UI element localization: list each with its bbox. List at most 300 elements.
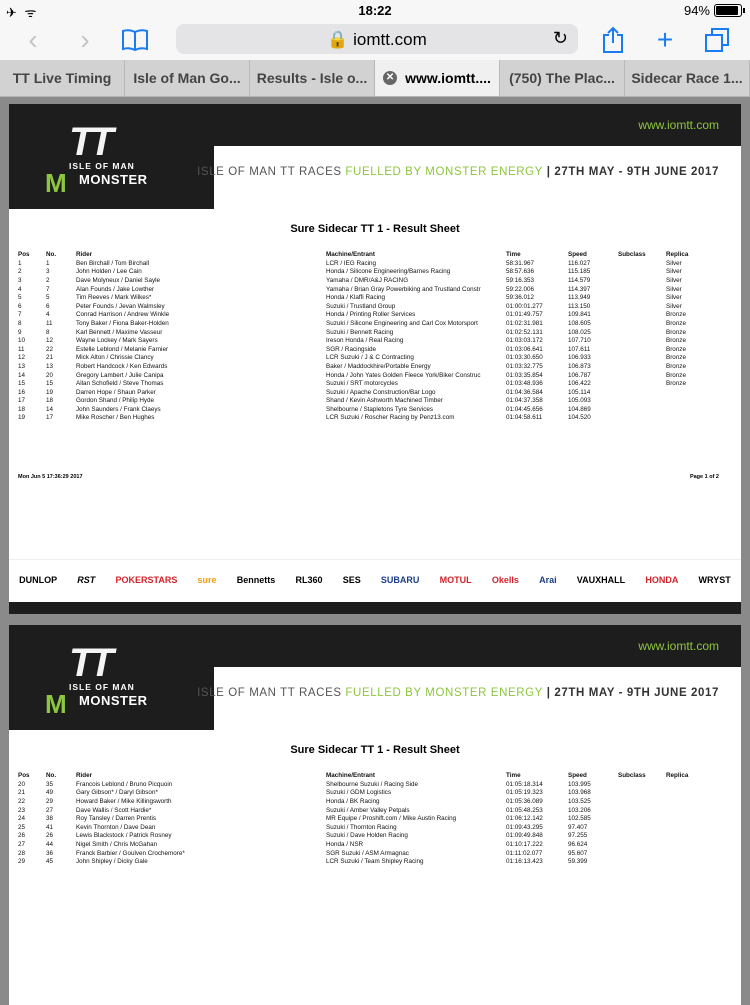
cell-machine: LCR / IEG Racing [326,259,377,267]
cell-subclass [618,268,666,277]
sponsor-honda: HONDA [645,575,679,585]
cell-machine: SGR Suzuki / ASM Armagnac [326,849,409,857]
cell-speed: 114.397 [568,285,591,293]
sheet-title: Sure Sidecar TT 1 - Result Sheet [290,223,460,235]
cell-time: 01:04:37.358 [506,397,543,405]
cell-time: 01:03:35.854 [506,371,543,379]
cell-time: 58:31.967 [506,259,535,267]
cell-pos: 12 [18,354,26,362]
cell-time: 01:02:52.131 [506,328,543,336]
sponsor-rst: RST [77,575,96,585]
cell-replica [666,397,706,406]
cell-replica: Silver [666,259,682,267]
cell-replica: Silver [666,276,682,284]
page-header [9,104,741,209]
cell-machine: Suzuki / SRT motorcycles [326,380,398,388]
table-row [18,293,706,302]
cell-pos: 24 [18,815,26,823]
cell-time: 01:03:06.641 [506,345,543,353]
cell-subclass [618,405,666,414]
cell-no: 35 [46,780,54,788]
col-header-replica: Replica [666,772,689,779]
cell-rider: Gordon Shand / Philip Hyde [76,397,155,405]
cell-speed: 106.422 [568,380,591,388]
table-row [18,285,706,294]
cell-speed: 105.114 [568,388,591,396]
cell-speed: 97.255 [568,832,588,840]
cell-replica: Silver [666,285,682,293]
tab-iomtt-active[interactable] [375,60,500,96]
cell-speed: 108.605 [568,319,591,327]
new-tab-icon[interactable]: + [656,24,674,55]
cell-no: 21 [46,354,54,362]
cell-subclass [618,354,666,363]
cell-rider: Dave Molyneux / Daniel Sayle [76,276,160,284]
cell-machine: Suzuki / Apache Construction/Bar Logo [326,388,436,396]
browser-toolbar [0,22,750,60]
cell-time: 01:05:18.314 [506,780,543,788]
cell-speed: 59.399 [568,858,588,866]
cell-machine: LCR Suzuki / J & C Contracting [326,354,414,362]
cell-replica [666,857,706,866]
cell-subclass [618,780,666,789]
cell-subclass [618,345,666,354]
bookmarks-icon[interactable] [118,24,152,56]
cell-subclass [618,840,666,849]
cell-speed: 107.611 [568,345,591,353]
cell-no: 29 [46,797,54,805]
cell-time: 01:06:12.142 [506,815,543,823]
cell-rider: Gregory Lambert / Julie Canipa [76,371,164,379]
cell-rider: Robert Handcock / Ken Edwards [76,362,168,370]
table-header-row [18,771,706,780]
cell-rider: Tim Reeves / Mark Wilkes* [76,294,152,302]
cell-rider: Darren Hope / Shaun Parker [76,388,156,396]
cell-machine: MR Equipe / Proshift.com / Mike Austin Racing [326,815,457,823]
address-url: 🔒 iomtt.com [327,30,427,49]
cell-time: 01:05:19.323 [506,789,543,797]
cell-time: 01:02:31.981 [506,319,543,327]
cell-speed: 95.607 [568,849,588,857]
cell-pos: 13 [18,362,26,370]
tt-logo: TT ISLE OF MAN M MONSTER [45,641,148,719]
cell-replica [666,789,706,798]
cell-rider: Alan Founds / Jake Lowther [76,285,155,293]
battery-indicator [684,3,742,18]
cell-subclass [618,806,666,815]
table-header-row [18,250,706,259]
cell-no: 36 [46,849,54,857]
cell-time: 01:11:02.077 [506,849,543,857]
cell-subclass [618,328,666,337]
cell-pos: 15 [18,380,26,388]
cell-speed: 106.933 [568,354,591,362]
cell-subclass [618,388,666,397]
cell-pos: 22 [18,797,26,805]
sponsor-dunlop: DUNLOP [19,575,58,585]
table-row [18,336,706,345]
cell-rider: Allan Schofield / Steve Thomas [76,380,164,388]
cell-no: 44 [46,840,54,848]
cell-subclass [618,259,666,268]
cell-rider: Conrad Harrison / Andrew Winkle [76,311,170,319]
sponsor-ses: SES [342,575,361,585]
col-header-time: Time [506,772,521,779]
sponsor-bennetts: Bennetts [236,575,276,585]
tab-tt-live-timing[interactable]: TT Live Timing [0,60,125,96]
print-date: Mon Jun 5 17:36:29 2017 [18,474,83,480]
tab-sidecar-race[interactable]: Sidecar Race 1... [625,60,750,96]
cell-no: 7 [46,285,50,293]
table-row [18,388,706,397]
col-header-pos: Pos [18,251,30,258]
cell-subclass [618,276,666,285]
cell-no: 14 [46,405,54,413]
sponsor-sure: sure [197,575,217,585]
cell-speed: 96.624 [568,840,588,848]
cell-speed: 103.525 [568,797,591,805]
sponsor-okells: Okells [491,575,519,585]
cell-pos: 2 [18,268,22,276]
cell-pos: 25 [18,823,26,831]
cell-subclass [618,789,666,798]
result-page-1 [9,104,741,614]
cell-pos: 11 [18,345,25,353]
cell-no: 27 [46,806,54,814]
cell-no: 15 [46,380,54,388]
cell-machine: Honda / Printing Roller Services [326,311,416,319]
cell-pos: 10 [18,337,26,345]
cell-time: 58:57.636 [506,268,535,276]
table-row [18,345,706,354]
col-header-rider: Rider [76,772,93,779]
cell-speed: 113.949 [568,294,591,302]
cell-replica: Bronze [666,311,686,319]
cell-replica [666,840,706,849]
cell-time: 01:05:36.089 [506,797,543,805]
cell-machine: SGR / Racingside [326,345,377,353]
status-bar [0,0,750,22]
cell-rider: Peter Founds / Jevan Walmsley [76,302,165,310]
table-row [18,302,706,311]
cell-subclass [618,311,666,320]
cell-pos: 20 [18,780,26,788]
tab-results[interactable]: Results - Isle o... [250,60,375,96]
cell-time: 59:36.012 [506,294,535,302]
cell-machine: Honda / NSR [326,840,364,848]
cell-no: 13 [46,362,54,370]
cell-subclass [618,379,666,388]
cell-no: 3 [46,268,50,276]
cell-speed: 106.787 [568,371,591,379]
cell-rider: Roy Tansley / Darren Prentis [76,815,157,823]
page-header [9,625,741,730]
cell-speed: 115.185 [568,268,591,276]
cell-no: 8 [46,328,50,336]
table-row [18,780,706,789]
tabs-overview-icon[interactable] [700,24,734,56]
airplane-wifi-icon: ✈ ᯤ [6,5,39,20]
cell-no: 11 [46,319,53,327]
forward-icon[interactable]: › [80,24,90,55]
cell-no: 2 [46,276,50,284]
cell-speed: 105.093 [568,397,591,405]
cell-speed: 109.841 [568,311,591,319]
cell-pos: 14 [18,371,26,379]
tab-iomtt-label: www.iomtt.... [405,70,491,86]
sponsor-bar [9,559,741,600]
cell-rider: John Shipley / Dicky Gale [76,858,148,866]
cell-machine: Suzuki / Amber Valley Petpals [326,806,410,814]
cell-speed: 102.585 [568,815,591,823]
sponsor-pokerstars: POKERSTARS [115,575,178,585]
cell-time: 01:03:30.650 [506,354,543,362]
table-row [18,814,706,823]
cell-pos: 4 [18,285,22,293]
cell-pos: 27 [18,840,26,848]
cell-rider: John Holden / Lee Cain [76,268,142,276]
cell-no: 38 [46,815,54,823]
cell-pos: 21 [18,789,26,797]
cell-no: 18 [46,397,54,405]
table-row [18,371,706,380]
cell-time: 01:03:03.172 [506,337,543,345]
cell-time: 59:22.006 [506,285,535,293]
cell-time: 01:03:32.775 [506,362,543,370]
cell-machine: Shelbourne Suzuki / Racing Side [326,780,419,788]
col-header-rider: Rider [76,251,93,258]
site-url[interactable]: www.iomtt.com [638,118,719,132]
cell-pos: 26 [18,832,26,840]
tab-the-place[interactable]: (750) The Plac... [500,60,625,96]
cell-rider: Wayne Lockey / Mark Sayers [76,337,158,345]
cell-replica: Bronze [666,380,686,388]
cell-rider: Franck Barbier / Goulven Crochemore* [76,849,185,857]
cell-subclass [618,397,666,406]
page-footer-bar [9,602,741,614]
cell-pos: 1 [18,259,22,267]
cell-no: 1 [46,259,50,267]
table-row [18,797,706,806]
cell-time: 01:00:01.277 [506,302,543,310]
back-icon[interactable]: ‹ [28,24,38,55]
status-time: 18:22 [358,3,392,18]
cell-rider: John Saunders / Frank Claeys [76,405,161,413]
cell-rider: Francois Leblond / Bruno Picquoin [76,780,173,788]
cell-subclass [618,823,666,832]
cell-subclass [618,293,666,302]
table-row [18,311,706,320]
cell-rider: Dave Wallis / Scott Hardie* [76,806,152,814]
cell-machine: Honda / John Yates Golden Fleece York/Biker Construc [326,371,481,379]
cell-pos: 19 [18,414,26,422]
cell-machine: Shand / Kevin Ashworth Machined Timber [326,397,443,405]
cell-machine: Ireson Honda / Real Racing [326,337,404,345]
cell-time: 01:03:48.936 [506,380,543,388]
cell-speed: 113.150 [568,302,591,310]
cell-time: 01:05:48.253 [506,806,543,814]
cell-time: 59:16.353 [506,276,535,284]
cell-speed: 108.025 [568,328,591,336]
table-row [18,268,706,277]
table-row [18,259,706,268]
address-bar[interactable] [176,24,578,54]
cell-time: 01:10:17.222 [506,840,543,848]
cell-no: 4 [46,311,50,319]
cell-rider: Ben Birchall / Tom Birchall [76,259,150,267]
col-header-time: Time [506,251,521,258]
cell-machine: Suzuki / Thornton Racing [326,823,397,831]
cell-replica: Bronze [666,371,686,379]
table-row [18,832,706,841]
cell-speed: 104.869 [568,405,591,413]
sheet-title: Sure Sidecar TT 1 - Result Sheet [290,744,460,756]
col-header-speed: Speed [568,251,587,258]
cell-rider: Howard Baker / Mike Killingsworth [76,797,172,805]
cell-pos: 6 [18,302,22,310]
cell-pos: 28 [18,849,26,857]
cell-machine: Suzuki / Trustland Group [326,302,396,310]
cell-machine: Suzuki / Bennett Racing [326,328,394,336]
cell-pos: 17 [18,397,26,405]
sponsor-vauxhall: VAUXHALL [576,575,626,585]
cell-pos: 9 [18,328,22,336]
col-header-subclass: Subclass [618,772,646,779]
cell-subclass [618,849,666,858]
site-url[interactable]: www.iomtt.com [638,639,719,653]
cell-machine: Suzuki / Dave Holden Racing [326,832,408,840]
cell-replica [666,388,706,397]
table-row [18,319,706,328]
table-row [18,379,706,388]
cell-no: 41 [46,823,54,831]
table-row [18,397,706,406]
cell-replica [666,405,706,414]
sponsor-rl360: RL360 [295,575,323,585]
cell-no: 45 [46,858,54,866]
cell-subclass [618,302,666,311]
cell-replica: Silver [666,294,682,302]
cell-rider: Mike Roscher / Ben Hughes [76,414,155,422]
cell-speed: 114.579 [568,276,591,284]
cell-subclass [618,285,666,294]
cell-machine: Honda / Silicone Engineering/Barnes Racing [326,268,451,276]
cell-speed: 103.206 [568,806,591,814]
cell-no: 5 [46,294,50,302]
cell-no: 20 [46,371,54,379]
cell-replica [666,797,706,806]
result-page-2 [9,625,741,1005]
cell-replica [666,414,706,423]
cell-replica: Silver [666,268,682,276]
page-number: Page 1 of 2 [689,474,719,480]
tab-isle-of-man-gov[interactable]: Isle of Man Go... [125,60,250,96]
cell-replica: Silver [666,302,682,310]
cell-pos: 7 [18,311,22,319]
battery-icon [714,4,742,17]
cell-replica [666,823,706,832]
tt-logo: TT ISLE OF MAN M MONSTER [45,120,148,198]
cell-subclass [618,371,666,380]
cell-time: 01:09:43.295 [506,823,543,831]
cell-replica [666,780,706,789]
cell-replica [666,806,706,815]
cell-subclass [618,857,666,866]
table-row [18,276,706,285]
cell-pos: 3 [18,276,22,284]
cell-pos: 8 [18,319,22,327]
cell-no: 19 [46,388,54,396]
sponsor-subaru: SUBARU [380,575,420,585]
cell-replica: Bronze [666,362,686,370]
cell-speed: 103.995 [568,780,591,788]
cell-rider: Gary Gibson* / Daryl Gibson* [76,789,158,797]
col-header-no: No. [46,251,57,258]
table-row [18,806,706,815]
close-tab-icon[interactable]: ✕ [383,71,397,85]
col-header-replica: Replica [666,251,689,258]
cell-no: 6 [46,302,50,310]
cell-machine: LCR Suzuki / Roscher Racing by Penz13.com [326,414,455,422]
cell-pos: 23 [18,806,26,814]
col-header-no: No. [46,772,57,779]
tagline: ISLE OF MAN TT RACES FUELLED BY MONSTER ENERGY | 27TH MAY - 9TH JUNE 2017 [197,687,719,699]
cell-subclass [618,414,666,423]
battery-percent: 94% [683,3,710,18]
cell-rider: Nigel Smith / Chris McGahan [76,840,158,848]
cell-pos: 29 [18,858,26,866]
cell-no: 22 [46,345,54,353]
cell-replica [666,814,706,823]
table-row [18,362,706,371]
table-row [18,789,706,798]
cell-no: 49 [46,789,54,797]
cell-speed: 106.873 [568,362,591,370]
table-row [18,414,706,423]
cell-replica: Bronze [666,319,686,327]
cell-subclass [618,814,666,823]
sponsor-motul: MOTUL [439,575,472,585]
tab-bar [0,60,750,97]
cell-subclass [618,362,666,371]
cell-replica: Bronze [666,337,686,345]
cell-machine: Honda / Klaffi Racing [326,294,386,302]
cell-subclass [618,797,666,806]
table-row [18,823,706,832]
cell-rider: Lewis Blackstock / Patrick Rosney [76,832,172,840]
tagline: ISLE OF MAN TT RACES FUELLED BY MONSTER ENERGY | 27TH MAY - 9TH JUNE 2017 [197,166,719,178]
table-row [18,857,706,866]
cell-machine: Baker / Maddockhire/Portable Energy [326,362,431,370]
cell-machine: Honda / BK Racing [326,797,380,805]
share-icon[interactable] [596,24,630,56]
col-header-subclass: Subclass [618,251,646,258]
cell-subclass [618,319,666,328]
table-row [18,354,706,363]
cell-pos: 18 [18,405,26,413]
cell-rider: Karl Bennett / Maxime Vasseur [76,328,163,336]
cell-no: 17 [46,414,54,422]
cell-machine: Suzuki / GDM Logistics [326,789,392,797]
cell-time: 01:04:36.584 [506,388,543,396]
reload-icon[interactable]: ↻ [552,28,568,48]
col-header-machine: Machine/Entrant [326,251,375,258]
results-table [18,250,706,422]
cell-replica: Bronze [666,345,686,353]
cell-speed: 104.520 [568,414,591,422]
sponsor-wryst: WRYST [698,575,731,585]
cell-machine: Yamaha / Brian Gray Powerbiking and Trustland Constr [326,285,481,293]
